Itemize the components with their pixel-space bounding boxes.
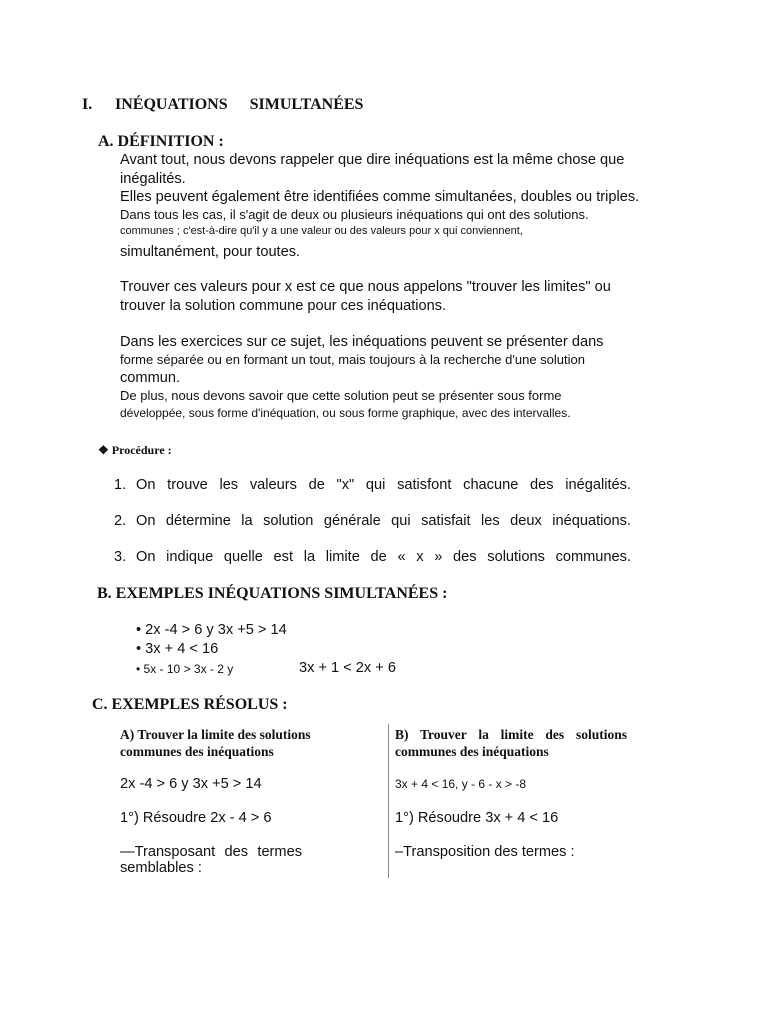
definition-line: forme séparée ou en formant un tout, mais toujours à la recherche d'une solution (120, 352, 585, 367)
step-number: 1. (114, 477, 127, 493)
col-a-note: —Transposant des termes (120, 844, 302, 860)
procedure-step (114, 477, 631, 493)
definition-line: Dans les exercices sur ce sujet, les inéquations peuvent se présenter dans (120, 334, 604, 350)
col-a-step: 1°) Résoudre 2x - 4 > 6 (120, 810, 272, 826)
section-b-heading: B. EXEMPLES INÉQUATIONS SIMULTANÉES : (97, 585, 448, 602)
col-b-title: B) Trouver la limite des solutions communes des inéquations (395, 727, 627, 759)
definition-line: communes ; c'est-à-dire qu'il y a une valeur ou des valeurs pour x qui conviennent, (120, 225, 523, 237)
example-item-continuation: 3x + 1 < 2x + 6 (299, 660, 396, 676)
definition-line: simultanément, pour toutes. (120, 244, 301, 260)
main-title (82, 96, 363, 114)
col-b-equation: 3x + 4 < 16, y - 6 - x > -8 (395, 777, 527, 791)
col-b-note: –Transposition des termes : (395, 844, 575, 860)
definition-line: Trouver ces valeurs pour x est ce que nous appelons "trouver les limites" ou (120, 279, 611, 295)
example-item: • 3x + 4 < 16 (136, 641, 219, 657)
procedure-text: Procédure : (111, 443, 172, 457)
step-text: On détermine la solution générale qui satisfait les deux inéquations. (136, 513, 631, 529)
bullet-icon: • (136, 662, 141, 676)
definition-line: inégalités. (120, 171, 186, 187)
example-item: • 2x -4 > 6 y 3x +5 > 14 (136, 622, 287, 638)
col-a-note-cont: semblables : (120, 860, 202, 876)
section-a-heading: A. DÉFINITION : (98, 133, 224, 150)
definition-line: Elles peuvent également être identifiées comme simultanées, doubles ou triples. (120, 189, 640, 205)
procedure-step (114, 513, 631, 529)
col-b-step: 1°) Résoudre 3x + 4 < 16 (395, 810, 559, 826)
step-number: 2. (114, 513, 127, 529)
title-word-1: INÉQUATIONS (115, 96, 228, 113)
step-text: On trouve les valeurs de "x" qui satisfont chacune des inégalités. (136, 477, 631, 493)
title-number: I. (82, 96, 93, 113)
definition-line: trouver la solution commune pour ces inéquations. (120, 298, 447, 314)
diamond-bullet-icon: ❖ (98, 443, 109, 457)
definition-line: commun. (120, 370, 181, 386)
example-item: • 5x - 10 > 3x - 2 y (136, 662, 234, 676)
col-a-title: A) Trouver la limite des solutions communes des inéquations (120, 727, 311, 759)
column-divider (388, 724, 389, 878)
definition-line: développée, sous forme d'inéquation, ou sous forme graphique, avec des intervalles. (120, 406, 571, 420)
section-c-heading: C. EXEMPLES RÉSOLUS : (92, 696, 288, 713)
bullet-icon: • (136, 641, 142, 657)
definition-line: De plus, nous devons savoir que cette solution peut se présenter sous forme (120, 388, 562, 403)
procedure-step (114, 549, 631, 565)
step-text: On indique quelle est la limite de « x » des solutions communes. (136, 549, 631, 565)
definition-line: Avant tout, nous devons rappeler que dire inéquations est la même chose que (120, 152, 625, 168)
step-number: 3. (114, 549, 127, 565)
definition-line: Dans tous les cas, il s'agit de deux ou plusieurs inéquations qui ont des solutions. (120, 207, 589, 222)
procedure-label (98, 443, 172, 458)
col-a-equation: 2x -4 > 6 y 3x +5 > 14 (120, 776, 262, 792)
bullet-icon: • (136, 622, 142, 638)
title-word-2: SIMULTANÉES (249, 96, 364, 113)
